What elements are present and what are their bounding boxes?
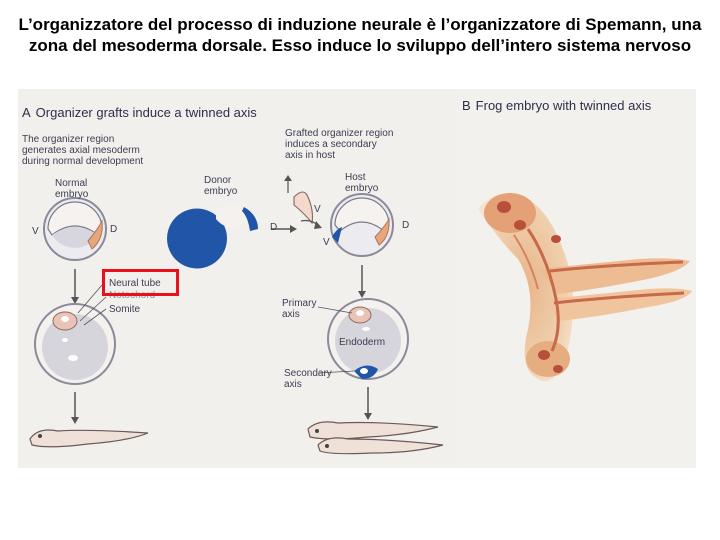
normal-embryo-drawing [44,198,106,260]
organizer-note-line: The organizer region [22,134,115,145]
d-label-left: D [110,224,118,235]
primary-axis-label [282,298,316,320]
host-embryo-drawing [331,194,393,256]
v-label-graft: V [314,204,321,215]
normal-embryo-label [55,178,88,200]
v-label-host: V [323,237,330,248]
label-line: embryo [55,189,89,200]
graft-piece [294,192,313,223]
organizer-note-line: during normal development [22,156,144,167]
panel-a-letter: A [22,105,31,120]
grafted-note-line: Grafted organizer region [285,128,394,139]
panel-a-heading [22,106,322,120]
grafted-note-line: axis in host [285,150,336,161]
frog-embryo-photo [458,89,696,468]
panel-a [18,89,458,468]
label-line: Normal [55,178,88,189]
host-embryo-label [345,172,378,194]
secondary-axis-label [284,368,332,390]
neural-tube-label: Neural tube [109,278,161,289]
neural-tube-highlight-box [102,269,179,296]
label-line: embryo [204,186,238,197]
figure-image [18,89,696,468]
label-line: axis [284,379,302,390]
donor-embryo-label [204,175,237,197]
d-label-host: D [402,220,410,231]
endoderm-label: Endoderm [339,337,386,348]
panel-b-heading-text: Frog embryo with twinned axis [475,98,652,113]
label-line: axis [282,309,300,320]
slide-title: L’organizzatore del processo di induzione neurale è l’organizzatore di Spemann, una zona del mesoderma dorsale. Esso induce lo sviluppo dell’intero sistema nervoso [18,15,702,55]
tadpole-left [30,430,148,447]
tadpole-twinned [308,422,443,454]
v-label-left: V [32,226,39,237]
panel-b-letter: B [462,98,471,113]
label-line: Secondary [284,368,332,379]
donor-embryo-drawing [167,205,258,269]
cross-section-left [35,304,115,384]
label-line: Donor [204,175,232,186]
grafted-note [285,128,393,161]
organizer-note [22,134,143,167]
panel-a-heading-text: Organizer grafts induce a twinned axis [35,105,257,120]
grafted-note-line: induces a secondary [285,139,377,150]
panel-b [458,89,696,468]
label-line: embryo [345,183,379,194]
somite-label: Somite [109,304,141,315]
d-label-arrow: D [270,222,278,233]
label-line: Primary [282,298,317,309]
label-line: Host [345,172,366,183]
organizer-note-line: generates axial mesoderm [22,145,140,156]
notochord-label: Notochord [109,290,156,301]
